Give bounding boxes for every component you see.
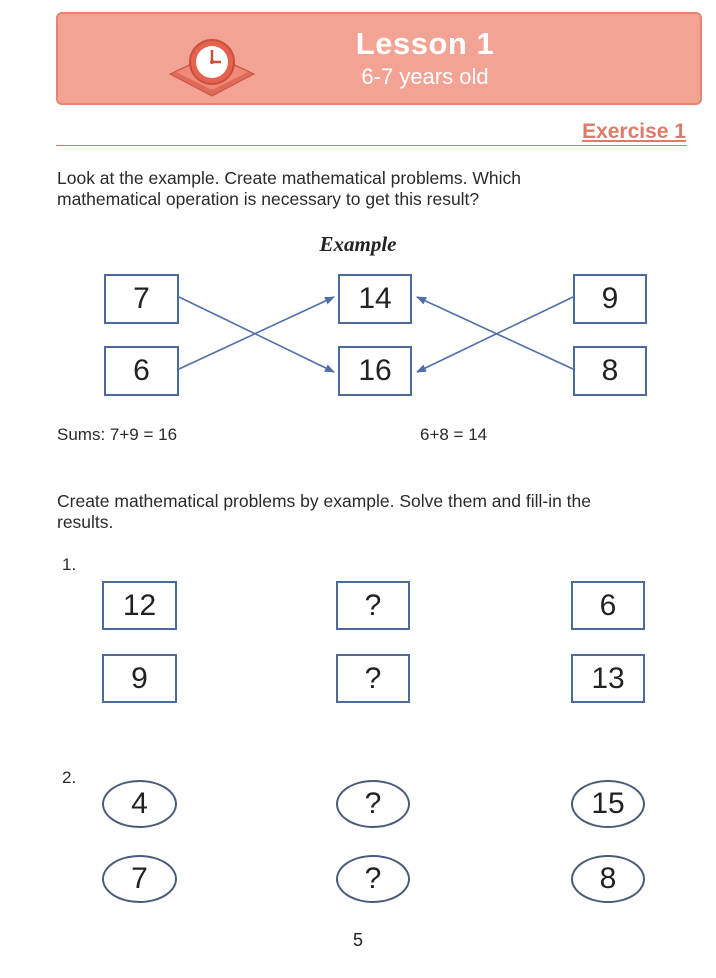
instruction-2-line: results.	[57, 512, 114, 532]
example-title: Example	[319, 232, 397, 256]
problem-1-left-box: 9	[102, 654, 177, 703]
lesson-title: Lesson 1	[355, 26, 495, 61]
example-left-box: 6	[104, 346, 179, 396]
instruction-2-line: Create mathematical problems by example. Solve them and fill-in the	[57, 491, 591, 511]
problem-1-right-box: 13	[571, 654, 645, 703]
example-middle-box: 16	[338, 346, 412, 396]
sums-left: Sums: 7+9 = 16	[57, 425, 178, 444]
problem-1-answer-box[interactable]: ?	[336, 654, 410, 703]
problem-1-number: 1.	[62, 555, 77, 574]
example-right-box: 9	[573, 274, 647, 324]
exercise-label: Exercise 1	[582, 120, 686, 143]
problem-2-number: 2.	[62, 768, 77, 787]
problem-2-answer-oval[interactable]: ?	[336, 780, 410, 828]
problem-1-left-box: 12	[102, 581, 177, 630]
example-left-box: 7	[104, 274, 179, 324]
page-number: 5	[352, 930, 363, 950]
problem-1-right-box: 6	[571, 581, 645, 630]
problem-2-right-oval: 15	[571, 780, 645, 828]
instruction-1-line: Look at the example. Create mathematical problems. Which	[57, 168, 521, 188]
problem-2-left-oval: 7	[102, 855, 177, 903]
problem-1-answer-box[interactable]: ?	[336, 581, 410, 630]
problem-2-answer-oval[interactable]: ?	[336, 855, 410, 903]
problem-2-left-oval: 4	[102, 780, 177, 828]
example-middle-box: 14	[338, 274, 412, 324]
instruction-2	[57, 491, 591, 533]
example-right-box: 8	[573, 346, 647, 396]
problem-2-right-oval: 8	[571, 855, 645, 903]
sums-right: 6+8 = 14	[420, 425, 488, 444]
lesson-subtitle: 6-7 years old	[361, 64, 489, 89]
instruction-1-line: mathematical operation is necessary to get this result?	[57, 189, 480, 209]
